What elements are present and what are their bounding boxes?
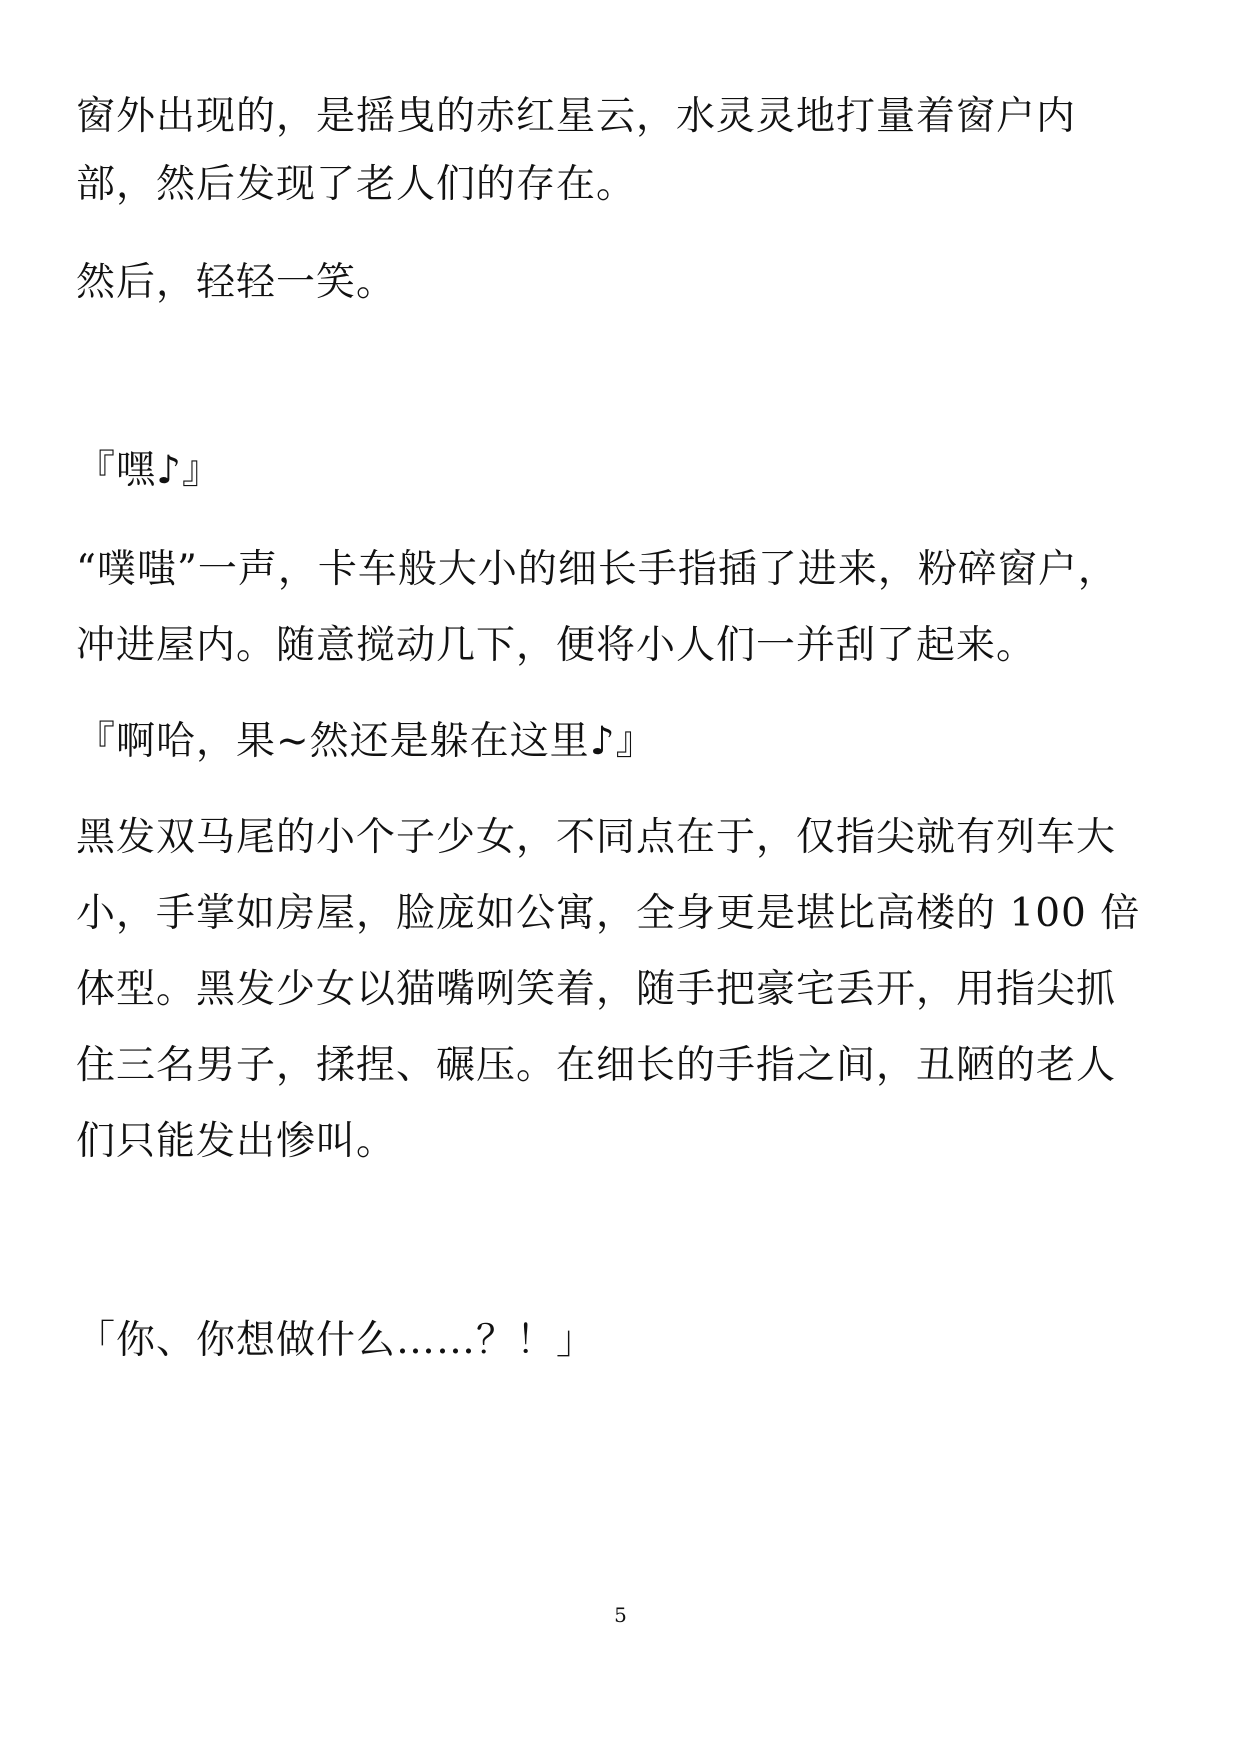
text-line: 住三名男子，揉捏、碾压。在细长的手指之间，丑陋的老人 [76,1043,1117,1088]
text-line: 体型。黑发少女以猫嘴咧笑着，随手把豪宅丢开，用指尖抓 [76,967,1117,1012]
dialogue-line: 『啊哈，果~然还是躲在这里♪』 [76,719,656,764]
dialogue-line: 「你、你想做什么……？！」 [76,1318,597,1363]
text-line: “噗嗤”一声，卡车般大小的细长手指插了进来，粉碎窗户， [76,547,1118,592]
text-line: 冲进屋内。随意搅动几下，便将小人们一并刮了起来。 [76,623,1037,668]
text-line: 然后，轻轻一笑。 [76,260,397,305]
text-line: 小，手掌如房屋，脸庞如公寓，全身更是堪比高楼的 100 倍 [76,891,1141,936]
page-number: 5 [614,1603,627,1627]
text-line: 黑发双马尾的小个子少女，不同点在于，仅指尖就有列车大 [76,815,1117,860]
text-line: 窗外出现的，是摇曳的赤红星云，水灵灵地打量着窗户内 [76,94,1077,139]
text-line: 们只能发出惨叫。 [76,1119,397,1164]
text-line: 部，然后发现了老人们的存在。 [76,162,637,207]
dialogue-line: 『嘿♪』 [76,448,222,493]
